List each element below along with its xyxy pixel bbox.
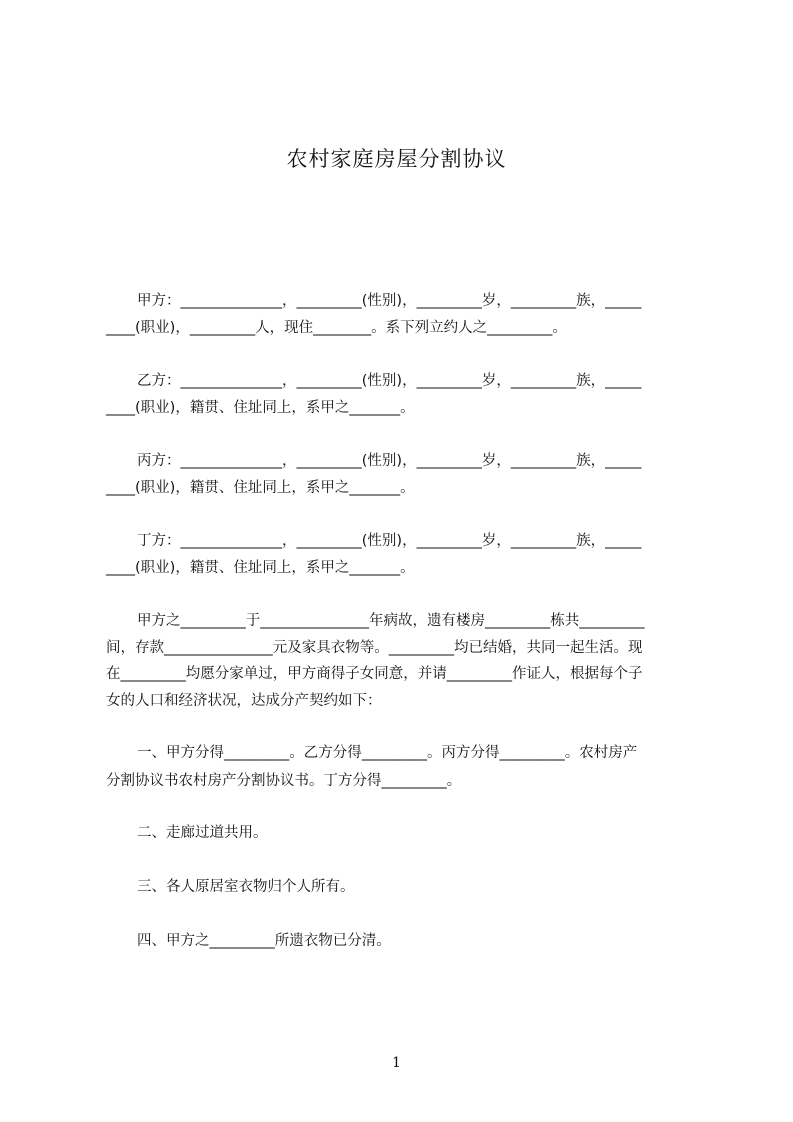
party-b-line-1: 乙方：______________，_________(性别)，_________岁，_________族，_____ <box>137 373 642 389</box>
party-d-line-1: 丁方：______________，_________(性别)，_________岁，_________族，_____ <box>137 533 642 549</box>
party-d-line-2: ____(职业)，籍贯、住址同上，系甲之_______。 <box>106 560 415 576</box>
party-a-line-1: 甲方：______________，_________(性别)，_________岁，_________族，_____ <box>137 293 642 309</box>
preamble-line-3: 在_________均愿分家单过，甲方商得子女同意，并请_________作证人，根据每个子 <box>106 666 643 682</box>
preamble-line-1: 甲方之_________于_______________年病故，遗有楼房_________栋共_________ <box>137 613 645 629</box>
preamble-line-4: 女的人口和经济状况，达成分产契约如下： <box>106 693 382 709</box>
clause-2: 二、走廊过道共用。 <box>137 825 268 841</box>
document-title: 农村家庭房屋分割协议 <box>286 147 507 171</box>
clause-4: 四、甲方之_________所遗衣物已分清。 <box>137 933 391 949</box>
party-b-line-2: ____(职业)，籍贯、住址同上，系甲之_______。 <box>106 400 415 416</box>
clause-3: 三、各人原居室衣物归个人所有。 <box>137 879 355 895</box>
clause-1-line-1: 一、甲方分得_________。乙方分得_________。丙方分得_________。农村房产 <box>137 745 638 761</box>
clause-1-line-2: 分割协议书农村房产分割协议书。丁方分得_________。 <box>106 773 462 789</box>
page-number: 1 <box>392 1055 401 1071</box>
party-c-line-2: ____(职业)，籍贯、住址同上，系甲之_______。 <box>106 480 415 496</box>
preamble-line-2: 间，存款_______________元及家具衣物等。_________均已结婚，共同一起生活。现 <box>106 640 643 656</box>
party-a-line-2: ____(职业)，_________人，现住________。系下列立约人之_________。 <box>106 320 567 336</box>
party-c-line-1: 丙方：______________，_________(性别)，_________岁，_________族，_____ <box>137 453 642 469</box>
